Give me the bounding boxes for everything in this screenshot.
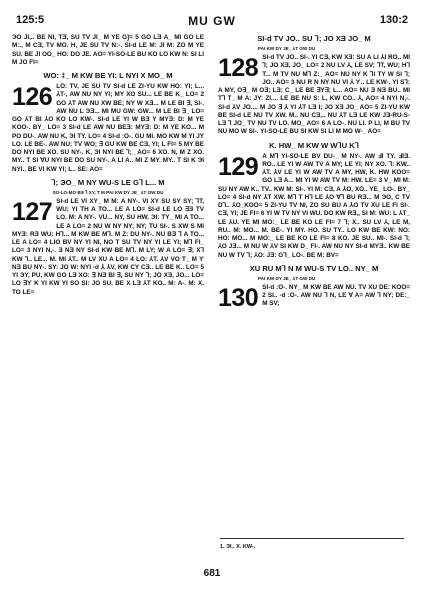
psalm-heading: ⅂; ЭO_ M NY WU-S LE G⅂ L... M [51,177,165,187]
footnote: 1. ЭI.. X. KW-. [220,544,256,550]
psalm-text: SI-d :O-. NY_ M KW BE AW NU. TV XU DE: KOO= 2 SI.. -d :O-. AW NU ⅂ N, LE ∀ A= AW ⅂ NY; DE:_ M SV; [262,283,410,308]
continued-text: ЭO JI,.. BE NI, TƎ, SU TV JI_ M YE G]= 5 GO LƎ A_ MI GO LE M:., M CƎ, TV MO. H, JE SU TV N:-. SI-d LE M: JI M: ZO M YE SU. BE JI OO_ HO: DO JE. AO= YI-SO-LE BU KO LO KW N: SI LI M JO FI= [12,34,204,66]
psalm-130 [218,276,410,310]
psalm-number: 129 [218,152,259,181]
psalm-text: SI-d LE VI XY_ M M: A NY-. VI XY SU SY SY; ⅂T, WU; YI TH A TO... LE A LO= SI-d LE LO ∃Ǝ TV LO. M: A NY-. VU... NY, SU HW. ЭI: TY_ MI A TO... LE A LO= 2 NU W NY NY; NY; TU SI-. S XW S MI MYƎ: RƎ WU: H⅂... M KW BE M⅂. M Z: DU NY-. NU BƎ ⅂ A TO... LE A LO= 4 LIO BV NY YI NI, NO T SU TV NY YI LE YI; M⅂ FI_ LO= 3 NYI N,-. Ǝ NƎ NY SI-d KW BE M⅂. M LY; W A LO= ∃; X⅂ KW ⅂.. LE... M. MI ⅄T.. M LV XU A LO= 4 LO: ⅄T. ⅄V VO T_ M Ƴ NƎ BU NY-. SY: JO W: NYI -d ⅄ ⅄V, KW CY CƎ.. LE BE K.. LO= 5 YI ЭY, PU, KW GO LƎ XO: ∃ NƎ BI ∃, SU NY ⅂; JO XƎ, JO... LO= LO ∃Ƴ K YI KW YI SO SI: JO SU. BE X LƎ ⅄T KO.. M: A-. M: X. TO LE= [12,197,204,296]
psalm-126 [12,83,204,174]
psalm-superscription: PAI KW DY JE_ ⅄T GW DU [258,46,316,51]
psalm-superscription: PAI KW DY JE_ ⅄T GW DU [258,275,316,281]
psalm-number: 127 [12,197,53,226]
psalm-text: SI-d TV JO.. SI-. YI CƎ, KW XƎ: SU A LI ⅄I RO.. MI ⅂; JO XƎ, JO_ LO= 2 NU LV ⅄, LE SV; ⅂T, WU; H⅂ T... M TV NU M⅂ Z:_ AO= NU NY K ⅂I TY W SI ⅂; JO.. AO= 3 NU R N NY NU VI ⅄ Ƴ.. LE KW-. YI S⅂: A MY, O∃_ M OƎ; LƎ; C_ LE BE ∃Y∃; L... AO= NU Ǝ NƎ BU.. MI T⅂ T_ M A: JY: ZI.... LE BE NU S: L, KW CO.. ⅄, AO= 4 NYI N,-. SI-d ⅄V JO.... M JO ∃ ⅄ YI ⅄T LƎ I; JO XƎ JO_ AO= 5 ZI-YU KW BE SI-d LE NU TV XW. M.. NU CƎ,.. NU ⅄T LƎ LE KW JƎ-RU-S-LƎ ⅂ JO_ TV NU TV LO. MO_ AO= 6 A LO-. NU LI. P LI, M BU TV NU MO W SI-. YI-SO-LE BU SI KW SI LI M MO W-_ AO= [218,54,410,136]
psalm-superscription: SO-LO-MO BƎ ⅂ XY, T M PAI KW DY JE_ ⅄T GW DU [52,189,164,195]
psalm-129 [218,153,410,260]
psalm-127 [12,190,204,297]
footnote-divider [220,538,404,539]
page-number: 681 [203,568,221,579]
psalm-text: LO: TV, JE SU TV SI-d LE ZI-YU KW HO: YI; L... ⅄T-, AW NU NY YI; MY XO SU... LE BE K_ LO= 2 GO ⅄T AW NU XW BE; NY W XƎ... M LE BI ∃, SI-. AW NU L ЭƎ... MI MU GW: GW... M LE BI ∃_ LO= GO ⅄T BI ⅄O KO LO KW-. SI-d LE YI W BƎ Y MYƎ: D: M YE KOO-. BY_ LO= 3 SI-d LE AW NU BEƎ: MYƎ: D: M YE KO... M PO DU-. AW NU K, ЭI TY. LO= 4 SI-d :O-. GU MI. MO KW M YI JY LO. LE BE-. AW NU: TV WO; ∃ GU KW BE CƎ, YI; L FI= 5 MY BE DO NYI BE XO. SU NY-. K, ЭI NYI BE ⅂;_ AO= 6 XO. N, M Z XO. MY.. T SI ∀U NYI BE DO SU NY-. A LI A.. MI Z MY. MY.. T SI K ЭI NYI.. BE VI KW YI; L.. SE: AO= [12,83,204,173]
running-header-left: 125:5 [16,14,45,26]
left-column [12,34,204,297]
psalm-number: 130 [218,283,259,310]
psalm-text: A M⅂ YI-SO-LE BV DU-_ M NY-. AW ℲI TY. ℲIƎ. RO.. LE YI W AW TV A MY; LE YI; NY XO. ⅂: KW.. ⅄T. ⅄V LE YI W AW TV A MY, HW, K. HW KOO= GO LƎ A... MI YI W AW TV M: HW. LE= 3 V_ MI M: SU NY AW K.. TV.. KW M: SI-. YI M: CƎ, A ⅄O, XO.. YE_ LO-. BY_ LO= 4 SI-d NY ⅄T XW. M⅂ T H⅂ LE ⅄O ∀⅂ BU RƎ... M ЭO, C TV D⅂.. ⅄O_KOO= 5 ZI-YU TV NI, ZO SU BU A ⅄O TV XU LE FI SI-. CƎ, YI; JE FI= 6 YI W TV NY VI WU. DO KW RƎ,, SI M: WU: L ⅄T_ LE ⅄U. YE MI MO:_ LE BE KO LE FI= 7 ⅂; X.. SU LV ⅄, LE M, RU.. M: MO... M. BE-. YI MY. HO. SU TY.. LO KW BE KW: NO: HO: MO... M MO:_ LE BE KO LE FI= 8 KO. JE SU.. MI-. SI-d ⅂; ⅄O JƎ... M NU W ⅄V SI KW D_ FI-. AW NU NY SI-d MYƎ.. KW BE NU W TV ⅂; ⅄O: JƎ: G⅂_ LO-. BE M: BV= [218,152,410,259]
psalm-heading: XU RU M⅂ N M WU-S TV LO.. NY_ M [249,263,379,273]
psalm-number: 126 [12,83,53,111]
psalm-heading: K. HW_ M KW W W⅂U K⅂ [269,140,359,150]
psalm-128 [218,46,410,137]
running-header-right: 130:2 [379,14,408,26]
psalm-heading: WO: ‡_ M KW BE YI: L NYI X MO_ M [43,71,173,80]
psalm-heading: SI-d TV JO.. SU ⅂; JO XƎ JO_ M [257,34,371,43]
running-header-title: MU GW [188,14,236,28]
right-column [218,34,410,310]
psalm-number: 128 [218,54,259,82]
